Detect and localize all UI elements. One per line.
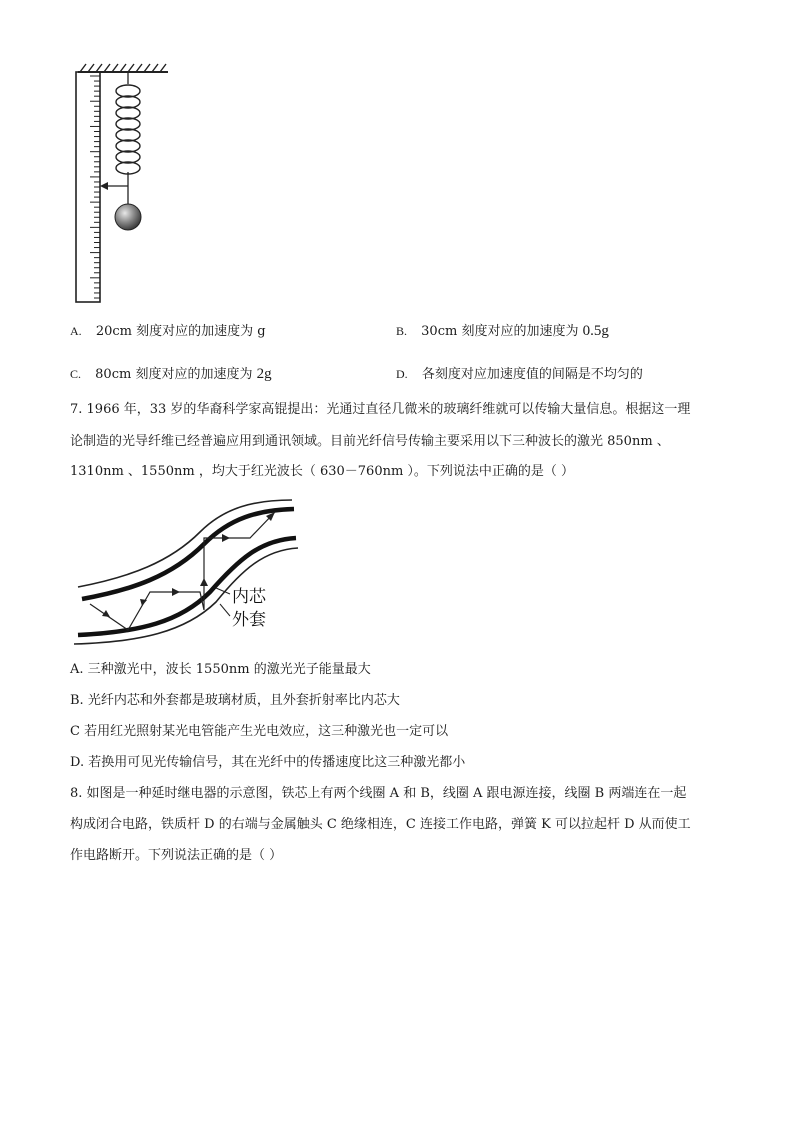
option-label: B. (396, 324, 408, 338)
q8-stem-line-2: 构成闭合电路，铁质杆 D 的右端与金属触头 C 绝缘相连，C 连接工作电路，弹簧 K 可以拉起杆 D 从而使工 (70, 817, 691, 832)
spring-coil-loop (116, 151, 140, 163)
ceiling-hatch (80, 64, 166, 72)
q7-stem-line-3: 1310nm 、1550nm ，均大于红光波长（ 630－760nm ）。下列说法中正确的是（ ） (70, 464, 575, 479)
option-math: 2g (256, 366, 272, 382)
q6-option-a (70, 321, 266, 342)
option-label: A. (70, 324, 82, 338)
option-text: 各刻度对应加速度值的间隔是不均匀的 (421, 367, 643, 382)
option-text: 20cm 刻度对应的加速度为 g (95, 324, 266, 339)
spring-coil (116, 85, 140, 174)
spring-coil-loop (116, 96, 140, 108)
q6-option-c (70, 364, 272, 385)
q7-option-c: C 若用红光照射某光电管能产生光电效应，这三种激光也一定可以 (70, 724, 449, 739)
spring-coil-loop (116, 107, 140, 119)
q7-stem-line-1: 7. 1966 年，33 岁的华裔科学家高锟提出：光通过直径几微米的玻璃纤维就可以传输大量信息。根据这一理 (70, 402, 691, 417)
option-label: C. (70, 367, 82, 381)
spring-coil-loop (116, 85, 140, 97)
spring-accelerometer-figure (70, 62, 180, 307)
ruler-ticks (90, 76, 100, 298)
core-label: 内芯 (232, 587, 266, 607)
q7-option-a: A. 三种激光中，波长 1550nm 的激光光子能量最大 (70, 662, 371, 677)
q7-option-b: B. 光纤内芯和外套都是玻璃材质，且外套折射率比内芯大 (70, 693, 400, 708)
option-math: 0.5g (582, 323, 609, 339)
q6-option-d (396, 364, 643, 385)
q8-stem-line-1: 8. 如图是一种延时继电器的示意图，铁芯上有两个线圈 A 和 B，线圈 A 跟电源连接，线圈 B 两端连在一起 (70, 786, 687, 801)
core-boundary-top (82, 509, 294, 599)
q8-stem-line-3: 作电路断开。下列说法正确的是（ ） (70, 848, 283, 863)
ball (115, 204, 141, 230)
optical-fiber-figure (70, 492, 300, 652)
q7-stem-line-2: 论制造的光导纤维已经普遍应用到通讯领域。目前光纤信号传输主要采用以下三种波长的激光 850nm 、 (70, 434, 670, 449)
q6-option-b (396, 321, 609, 342)
spring-coil-loop (116, 129, 140, 141)
cladding-leader-line (220, 604, 230, 616)
option-text: 80cm 刻度对应的加速度为 (95, 367, 253, 382)
option-text: 30cm 刻度对应的加速度为 (421, 324, 579, 339)
spring-coil-loop (116, 118, 140, 130)
q7-option-d: D. 若换用可见光传输信号，其在光纤中的传播速度比这三种激光都小 (70, 755, 466, 770)
option-label: D. (396, 367, 408, 381)
cladding-label: 外套 (232, 610, 266, 630)
pointer-arrow (100, 182, 108, 190)
spring-coil-loop (116, 140, 140, 152)
